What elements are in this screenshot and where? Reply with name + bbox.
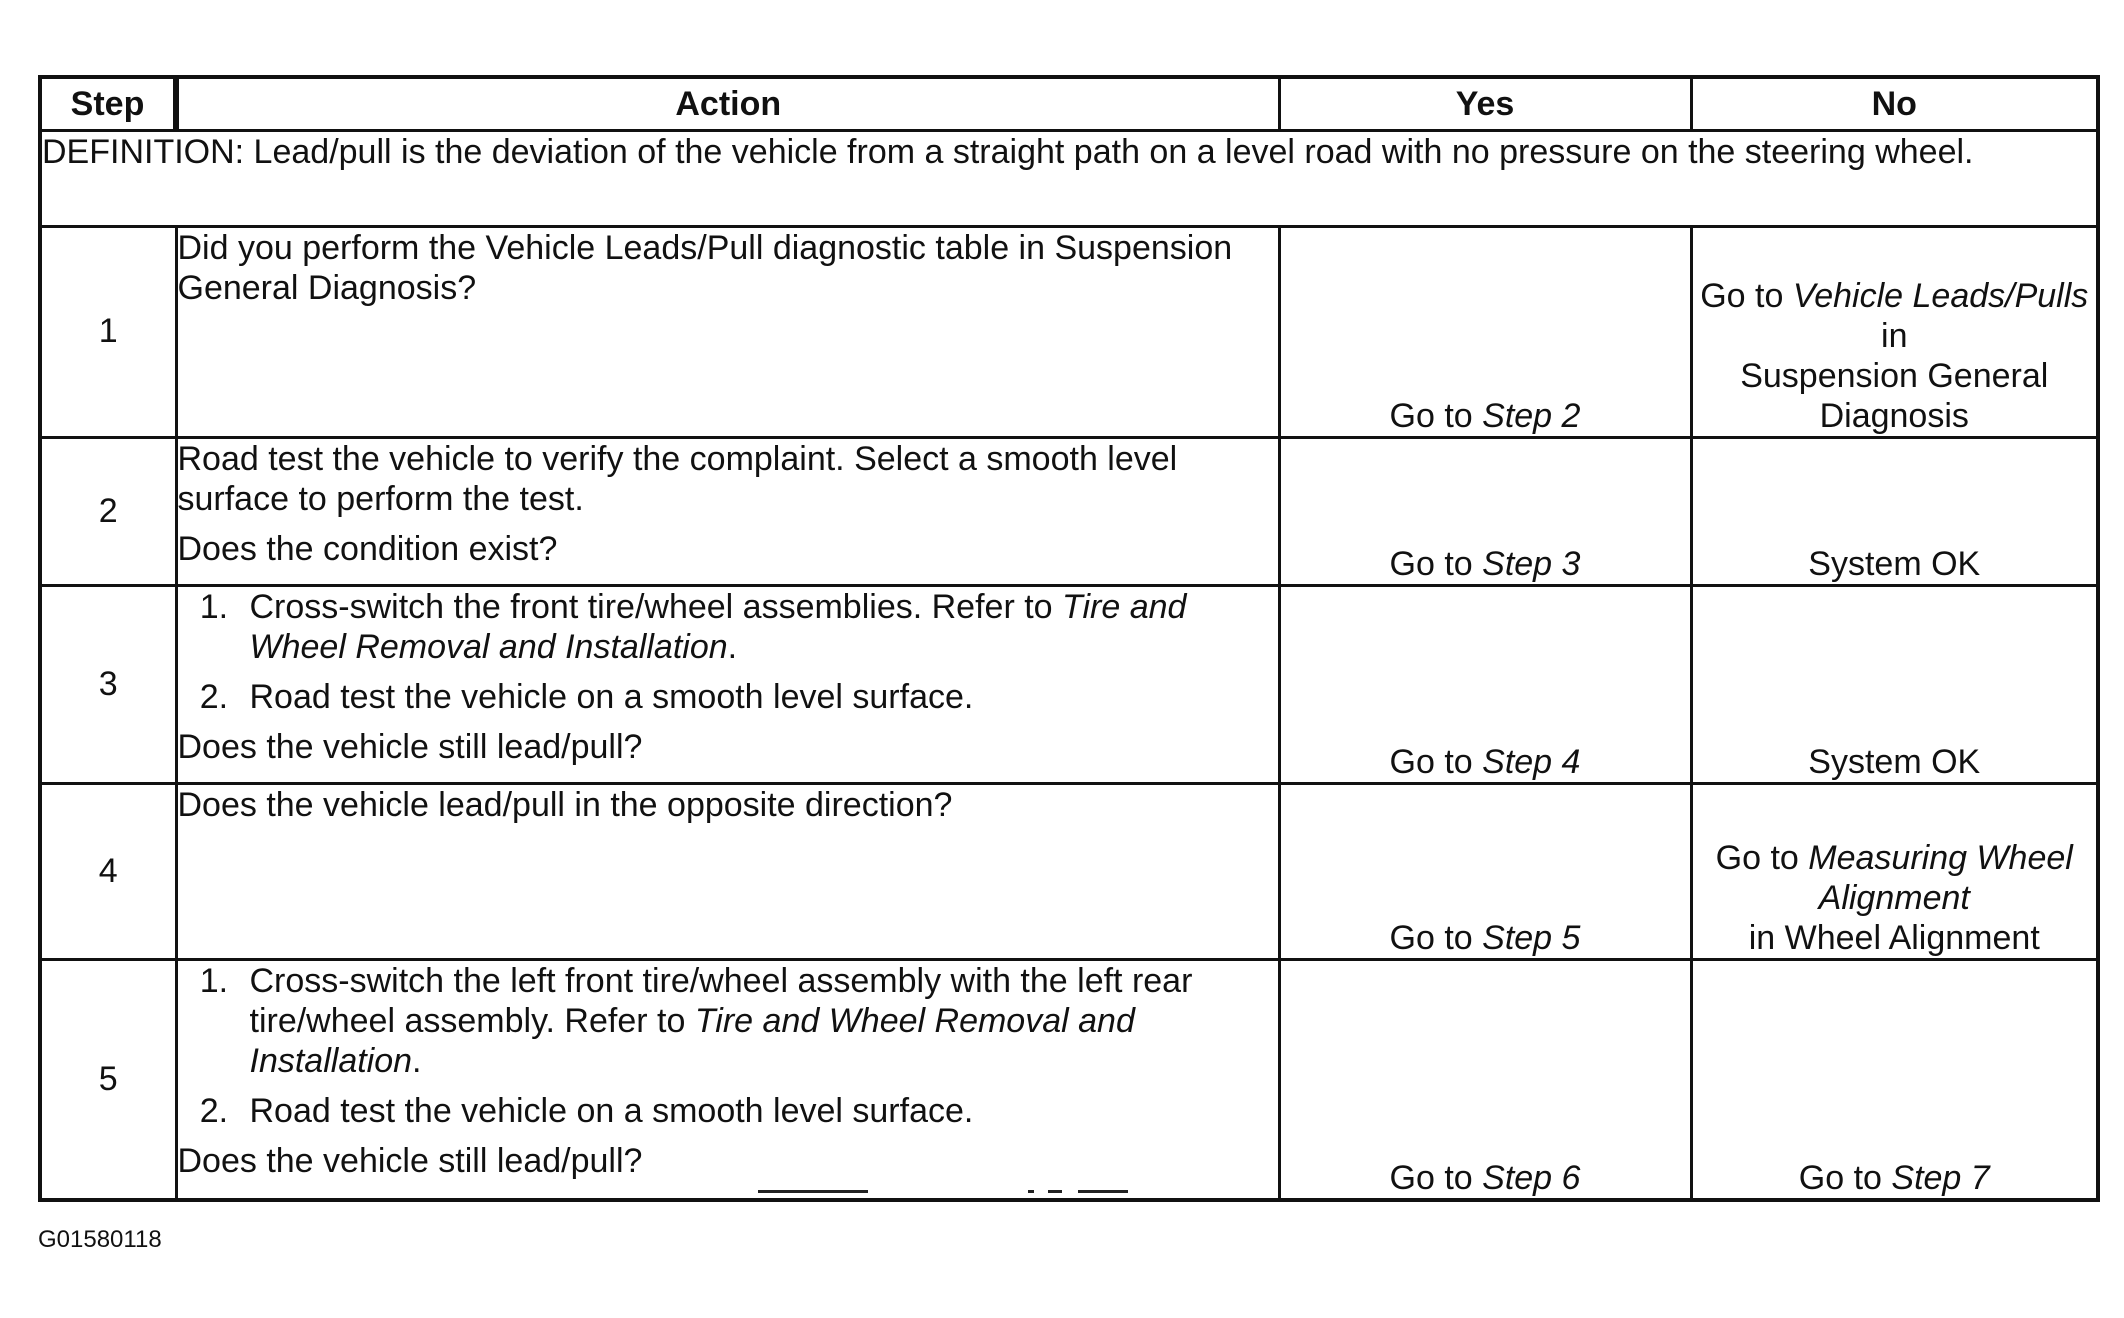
- list-item: 1. Cross-switch the front tire/wheel assemblies. Refer to Tire and Wheel Removal and Installation.: [238, 587, 1278, 667]
- step-number: 2: [40, 438, 176, 586]
- step-number: 4: [40, 783, 176, 959]
- no-cell: [1691, 586, 2098, 783]
- yes-cell: [1279, 586, 1691, 783]
- header-yes: Yes: [1279, 77, 1691, 131]
- reference-link[interactable]: Tire and Wheel Removal and Installation: [249, 588, 1187, 667]
- yes-link[interactable]: Step 6: [1482, 1159, 1581, 1197]
- step-number: 3: [40, 586, 176, 783]
- yes-cell: [1279, 226, 1691, 437]
- yes-cell: [1279, 438, 1691, 586]
- action-cell: [176, 783, 1279, 959]
- yes-link[interactable]: Step 4: [1482, 742, 1581, 781]
- table-row: [40, 226, 2098, 437]
- header-action: Action: [176, 77, 1279, 131]
- definition-row: [40, 131, 2098, 227]
- step-number: 5: [40, 959, 176, 1200]
- list-item: 1. Cross-switch the left front tire/wheel assembly with the left rear tire/wheel assembly. Refer to Tire and Wheel Removal and Installation.: [238, 961, 1278, 1081]
- no-suffix: Suspension General Diagnosis: [1740, 357, 2049, 436]
- table-row: [40, 959, 2098, 1200]
- figure-id: G01580118: [38, 1226, 162, 1253]
- yes-link[interactable]: Step 3: [1482, 545, 1581, 584]
- diagnostic-table: [38, 75, 2100, 1202]
- no-cell: [1691, 226, 2098, 437]
- definition-text: DEFINITION: Lead/pull is the deviation of the vehicle from a straight path on a level road with no pressure on the steering wheel.: [40, 131, 2098, 227]
- no-suffix: in Wheel Alignment: [1748, 918, 2040, 957]
- numbered-list: [178, 587, 1278, 717]
- table-row: [40, 783, 2098, 959]
- no-prefix: Go to: [1798, 1159, 1892, 1197]
- question-text: Does the vehicle lead/pull in the opposite direction?: [177, 785, 953, 824]
- action-cell: [176, 586, 1279, 783]
- no-cell: [1691, 959, 2098, 1200]
- yes-prefix: Go to: [1389, 397, 1483, 436]
- question-text: Does the condition exist?: [177, 530, 558, 569]
- question-text: Does the vehicle still lead/pull?: [177, 728, 643, 767]
- no-link[interactable]: Step 7: [1891, 1159, 1990, 1197]
- action-cell: [176, 959, 1279, 1200]
- yes-link[interactable]: Step 5: [1482, 918, 1581, 957]
- yes-link[interactable]: Step 2: [1482, 397, 1581, 436]
- action-cell: [176, 226, 1279, 437]
- question-text: Does the vehicle still lead/pull?: [177, 1141, 643, 1180]
- step-number: 1: [40, 226, 176, 437]
- yes-prefix: Go to: [1389, 545, 1483, 584]
- yes-prefix: Go to: [1389, 742, 1483, 781]
- no-link[interactable]: Vehicle Leads/Pulls: [1792, 277, 2089, 316]
- question-text: Did you perform the Vehicle Leads/Pull diagnostic table in Suspension General Diagnosis?: [177, 228, 1233, 307]
- no-cell: [1691, 438, 2098, 586]
- table-row: [40, 438, 2098, 586]
- yes-prefix: Go to: [1389, 1159, 1483, 1197]
- yes-cell: [1279, 783, 1691, 959]
- no-link[interactable]: Measuring Wheel Alignment: [1808, 838, 2073, 917]
- action-cell: [176, 438, 1279, 586]
- no-prefix: Go to: [1700, 277, 1793, 316]
- header-no: No: [1691, 77, 2098, 131]
- yes-prefix: Go to: [1389, 918, 1483, 957]
- yes-cell: [1279, 959, 1691, 1200]
- reference-link[interactable]: Tire and Wheel Removal and Installation: [249, 1001, 1135, 1080]
- no-text: System OK: [1808, 742, 1981, 781]
- no-middle: in: [1881, 317, 1908, 356]
- instruction-text: Road test the vehicle to verify the complaint. Select a smooth level surface to perform the test.: [177, 440, 1178, 519]
- numbered-list: [178, 961, 1278, 1131]
- list-item: 2. Road test the vehicle on a smooth level surface.: [238, 1091, 1278, 1131]
- no-text: System OK: [1808, 545, 1981, 584]
- header-row: [40, 77, 2098, 131]
- no-prefix: Go to: [1715, 838, 1809, 877]
- table-row: [40, 586, 2098, 783]
- header-step: Step: [40, 77, 176, 131]
- scan-artifact: [718, 1190, 1138, 1194]
- no-cell: [1691, 783, 2098, 959]
- list-item: 2. Road test the vehicle on a smooth level surface.: [238, 677, 1278, 717]
